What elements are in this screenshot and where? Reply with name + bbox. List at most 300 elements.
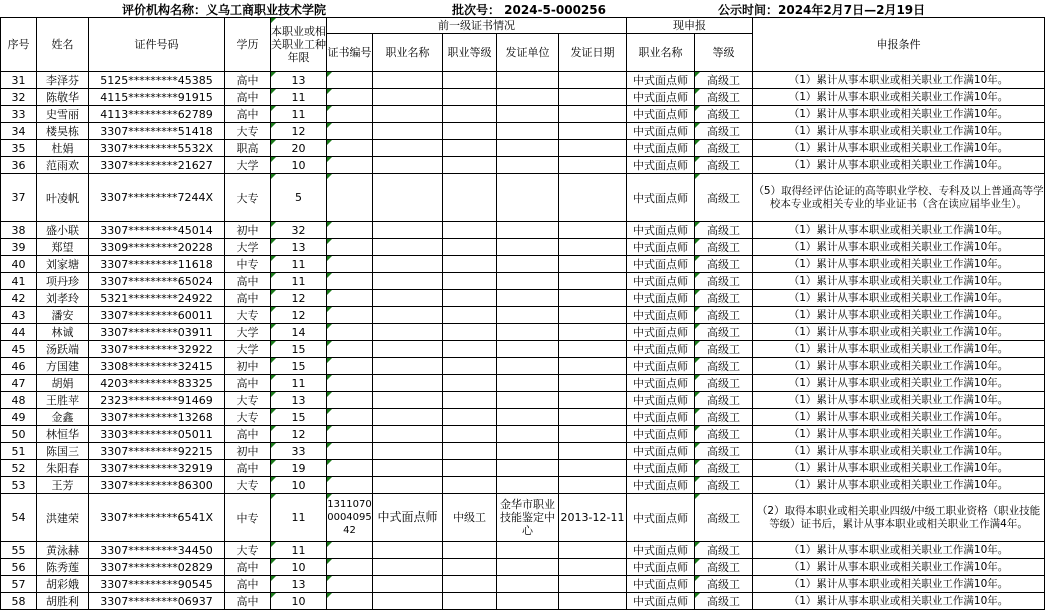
cell-issue-date bbox=[559, 542, 627, 559]
cell-issue-date bbox=[559, 239, 627, 256]
cell-id: 2323*********91469 bbox=[89, 392, 225, 409]
cell-id: 3307*********11618 bbox=[89, 256, 225, 273]
cell-issuer bbox=[497, 358, 559, 375]
cell-level: 高级工 bbox=[695, 239, 753, 256]
cell-cert-no bbox=[327, 443, 373, 460]
cell-name: 范雨欢 bbox=[37, 157, 89, 174]
cell-job: 中式面点师 bbox=[627, 290, 695, 307]
cell-level: 高级工 bbox=[695, 89, 753, 106]
cell-years: 10 bbox=[271, 477, 327, 494]
cell-prev-job bbox=[373, 140, 443, 157]
table-row bbox=[1, 106, 1045, 123]
cell-seq: 32 bbox=[1, 89, 37, 106]
cell-prev-level bbox=[443, 392, 497, 409]
cell-cert-no bbox=[327, 341, 373, 358]
cell-prev-level bbox=[443, 358, 497, 375]
cell-issue-date bbox=[559, 426, 627, 443]
cell-issue-date bbox=[559, 222, 627, 239]
cell-prev-level bbox=[443, 460, 497, 477]
cell-prev-level bbox=[443, 89, 497, 106]
table-row bbox=[1, 392, 1045, 409]
cell-prev-level bbox=[443, 307, 497, 324]
cell-job: 中式面点师 bbox=[627, 392, 695, 409]
cell-edu: 高中 bbox=[225, 576, 271, 593]
cell-job: 中式面点师 bbox=[627, 443, 695, 460]
cell-issuer bbox=[497, 174, 559, 222]
cell-prev-level bbox=[443, 477, 497, 494]
cell-name: 黄泳赫 bbox=[37, 542, 89, 559]
cell-cert-no bbox=[327, 324, 373, 341]
cell-seq: 52 bbox=[1, 460, 37, 477]
applicant-table bbox=[0, 17, 1045, 610]
cell-condition: （1）累计从事本职业或相关职业工作满10年。 bbox=[753, 273, 1045, 290]
cell-name: 胡娟 bbox=[37, 375, 89, 392]
cell-id: 3307*********34450 bbox=[89, 542, 225, 559]
cell-id: 4203*********83325 bbox=[89, 375, 225, 392]
cell-cert-no bbox=[327, 392, 373, 409]
cell-edu: 中专 bbox=[225, 256, 271, 273]
cell-seq: 55 bbox=[1, 542, 37, 559]
cell-name: 史雪丽 bbox=[37, 106, 89, 123]
cell-years: 11 bbox=[271, 273, 327, 290]
cell-level: 高级工 bbox=[695, 593, 753, 610]
cell-edu: 高中 bbox=[225, 106, 271, 123]
cell-years: 15 bbox=[271, 341, 327, 358]
notice-label: 公示时间：2024年2月7日—2月19日 bbox=[718, 3, 926, 17]
cell-edu: 大专 bbox=[225, 409, 271, 426]
cell-issuer bbox=[497, 222, 559, 239]
cell-prev-job bbox=[373, 222, 443, 239]
cell-prev-level bbox=[443, 375, 497, 392]
table-row bbox=[1, 542, 1045, 559]
cell-id: 3307*********51418 bbox=[89, 123, 225, 140]
cell-years: 13 bbox=[271, 392, 327, 409]
cell-issuer bbox=[497, 375, 559, 392]
cell-level: 高级工 bbox=[695, 174, 753, 222]
cell-condition: （1）累计从事本职业或相关职业工作满10年。 bbox=[753, 477, 1045, 494]
cell-issue-date bbox=[559, 157, 627, 174]
cell-condition: （1）累计从事本职业或相关职业工作满10年。 bbox=[753, 542, 1045, 559]
cell-years: 12 bbox=[271, 426, 327, 443]
cell-prev-job bbox=[373, 239, 443, 256]
cell-prev-level bbox=[443, 576, 497, 593]
cell-issue-date bbox=[559, 72, 627, 89]
cell-issuer bbox=[497, 576, 559, 593]
cell-condition: （1）累计从事本职业或相关职业工作满10年。 bbox=[753, 290, 1045, 307]
cell-job: 中式面点师 bbox=[627, 239, 695, 256]
org-label: 评价机构名称：义乌工商职业技术学院 bbox=[122, 3, 327, 17]
cell-edu: 大学 bbox=[225, 324, 271, 341]
cell-cert-no: 1311070000409542 bbox=[327, 494, 373, 542]
table-row bbox=[1, 460, 1045, 477]
table-row bbox=[1, 239, 1045, 256]
cell-prev-job bbox=[373, 542, 443, 559]
cell-cert-no bbox=[327, 460, 373, 477]
cell-id: 3307*********6541X bbox=[89, 494, 225, 542]
cell-prev-job bbox=[373, 174, 443, 222]
cell-prev-level: 中级工 bbox=[443, 494, 497, 542]
cell-name: 项丹珍 bbox=[37, 273, 89, 290]
cell-condition: （1）累计从事本职业或相关职业工作满10年。 bbox=[753, 157, 1045, 174]
cell-issuer bbox=[497, 273, 559, 290]
cell-cert-no bbox=[327, 559, 373, 576]
cell-condition: （1）累计从事本职业或相关职业工作满10年。 bbox=[753, 72, 1045, 89]
cell-job: 中式面点师 bbox=[627, 341, 695, 358]
cell-id: 3307*********13268 bbox=[89, 409, 225, 426]
cell-job: 中式面点师 bbox=[627, 460, 695, 477]
cell-issuer bbox=[497, 542, 559, 559]
cell-name: 林恒华 bbox=[37, 426, 89, 443]
cell-name: 潘安 bbox=[37, 307, 89, 324]
cell-job: 中式面点师 bbox=[627, 559, 695, 576]
table-row bbox=[1, 89, 1045, 106]
cell-job: 中式面点师 bbox=[627, 72, 695, 89]
cell-issue-date bbox=[559, 89, 627, 106]
cell-condition: （1）累计从事本职业或相关职业工作满10年。 bbox=[753, 593, 1045, 610]
cell-years: 10 bbox=[271, 157, 327, 174]
sheet-title-bar bbox=[0, 0, 1047, 17]
cell-id: 4115*********91915 bbox=[89, 89, 225, 106]
cell-prev-job bbox=[373, 290, 443, 307]
cell-job: 中式面点师 bbox=[627, 140, 695, 157]
cell-edu: 大专 bbox=[225, 542, 271, 559]
cell-level: 高级工 bbox=[695, 273, 753, 290]
cell-condition: （1）累计从事本职业或相关职业工作满10年。 bbox=[753, 307, 1045, 324]
cell-cert-no bbox=[327, 273, 373, 290]
cell-edu: 大学 bbox=[225, 239, 271, 256]
col-condition: 申报条件 bbox=[753, 18, 1045, 72]
cell-level: 高级工 bbox=[695, 576, 753, 593]
cell-issue-date bbox=[559, 443, 627, 460]
cell-years: 11 bbox=[271, 256, 327, 273]
cell-issuer bbox=[497, 157, 559, 174]
cell-prev-job bbox=[373, 576, 443, 593]
cell-name: 刘孝玲 bbox=[37, 290, 89, 307]
cell-cert-no bbox=[327, 256, 373, 273]
cell-job: 中式面点师 bbox=[627, 324, 695, 341]
cell-cert-no bbox=[327, 72, 373, 89]
cell-years: 10 bbox=[271, 559, 327, 576]
cell-id: 3307*********86300 bbox=[89, 477, 225, 494]
cell-issue-date bbox=[559, 559, 627, 576]
cell-level: 高级工 bbox=[695, 559, 753, 576]
table-row bbox=[1, 426, 1045, 443]
cell-level: 高级工 bbox=[695, 494, 753, 542]
cell-prev-job bbox=[373, 157, 443, 174]
table-row bbox=[1, 174, 1045, 222]
cell-prev-level bbox=[443, 426, 497, 443]
cell-seq: 46 bbox=[1, 358, 37, 375]
cell-job: 中式面点师 bbox=[627, 123, 695, 140]
cell-id: 3307*********7244X bbox=[89, 174, 225, 222]
cell-prev-job bbox=[373, 341, 443, 358]
cell-years: 11 bbox=[271, 375, 327, 392]
cell-prev-job bbox=[373, 307, 443, 324]
cell-seq: 38 bbox=[1, 222, 37, 239]
cell-years: 13 bbox=[271, 239, 327, 256]
cell-edu: 高中 bbox=[225, 290, 271, 307]
cell-issue-date bbox=[559, 256, 627, 273]
cell-prev-level bbox=[443, 106, 497, 123]
cell-issue-date bbox=[559, 123, 627, 140]
cell-issuer bbox=[497, 106, 559, 123]
cell-condition: （5）取得经评估论证的高等职业学校、专科及以上普通高等学校本专业或相关专业的毕业证书（含在读应届毕业生）。 bbox=[753, 174, 1045, 222]
cell-condition: （1）累计从事本职业或相关职业工作满10年。 bbox=[753, 426, 1045, 443]
cell-job: 中式面点师 bbox=[627, 174, 695, 222]
cell-name: 胡彩娥 bbox=[37, 576, 89, 593]
cell-id: 3307*********21627 bbox=[89, 157, 225, 174]
cell-edu: 大学 bbox=[225, 341, 271, 358]
cell-seq: 37 bbox=[1, 174, 37, 222]
cell-years: 15 bbox=[271, 409, 327, 426]
cell-issue-date bbox=[559, 174, 627, 222]
cell-name: 朱阳春 bbox=[37, 460, 89, 477]
cell-edu: 职高 bbox=[225, 140, 271, 157]
cell-years: 10 bbox=[271, 593, 327, 610]
cell-prev-level bbox=[443, 174, 497, 222]
cell-years: 11 bbox=[271, 89, 327, 106]
cell-id: 3307*********5532X bbox=[89, 140, 225, 157]
col-issuer: 发证单位 bbox=[497, 34, 559, 72]
table-row bbox=[1, 358, 1045, 375]
cell-condition: （1）累计从事本职业或相关职业工作满10年。 bbox=[753, 460, 1045, 477]
cell-level: 高级工 bbox=[695, 222, 753, 239]
cell-condition: （1）累计从事本职业或相关职业工作满10年。 bbox=[753, 409, 1045, 426]
cell-name: 汤跃端 bbox=[37, 341, 89, 358]
cell-condition: （1）累计从事本职业或相关职业工作满10年。 bbox=[753, 375, 1045, 392]
cell-years: 11 bbox=[271, 542, 327, 559]
cell-level: 高级工 bbox=[695, 140, 753, 157]
table-row bbox=[1, 290, 1045, 307]
cell-seq: 34 bbox=[1, 123, 37, 140]
cell-job: 中式面点师 bbox=[627, 222, 695, 239]
table-row bbox=[1, 494, 1045, 542]
cell-job: 中式面点师 bbox=[627, 375, 695, 392]
cell-level: 高级工 bbox=[695, 358, 753, 375]
cell-seq: 36 bbox=[1, 157, 37, 174]
cell-edu: 初中 bbox=[225, 222, 271, 239]
cell-condition: （1）累计从事本职业或相关职业工作满10年。 bbox=[753, 559, 1045, 576]
cell-years: 14 bbox=[271, 324, 327, 341]
cell-job: 中式面点师 bbox=[627, 358, 695, 375]
cell-job: 中式面点师 bbox=[627, 409, 695, 426]
cell-level: 高级工 bbox=[695, 72, 753, 89]
cell-prev-job: 中式面点师 bbox=[373, 494, 443, 542]
table-row bbox=[1, 307, 1045, 324]
cell-issuer bbox=[497, 307, 559, 324]
cell-condition: （1）累计从事本职业或相关职业工作满10年。 bbox=[753, 239, 1045, 256]
table-row bbox=[1, 443, 1045, 460]
cell-edu: 大学 bbox=[225, 157, 271, 174]
cell-seq: 54 bbox=[1, 494, 37, 542]
cell-issue-date bbox=[559, 576, 627, 593]
cell-years: 13 bbox=[271, 576, 327, 593]
cell-prev-level bbox=[443, 290, 497, 307]
cell-level: 高级工 bbox=[695, 307, 753, 324]
cell-name: 王胜苹 bbox=[37, 392, 89, 409]
cell-job: 中式面点师 bbox=[627, 256, 695, 273]
cell-edu: 高中 bbox=[225, 593, 271, 610]
cell-years: 13 bbox=[271, 72, 327, 89]
cell-id: 3307*********65024 bbox=[89, 273, 225, 290]
cell-name: 盛小联 bbox=[37, 222, 89, 239]
cell-job: 中式面点师 bbox=[627, 106, 695, 123]
cell-id: 3307*********32919 bbox=[89, 460, 225, 477]
cell-edu: 初中 bbox=[225, 443, 271, 460]
cell-name: 郑望 bbox=[37, 239, 89, 256]
cell-job: 中式面点师 bbox=[627, 576, 695, 593]
cell-issue-date bbox=[559, 307, 627, 324]
col-name: 姓名 bbox=[37, 18, 89, 72]
cell-name: 叶凌帆 bbox=[37, 174, 89, 222]
cell-issue-date bbox=[559, 341, 627, 358]
cell-issuer bbox=[497, 256, 559, 273]
cell-issuer bbox=[497, 341, 559, 358]
cell-issue-date bbox=[559, 290, 627, 307]
cell-id: 3307*********03911 bbox=[89, 324, 225, 341]
cell-seq: 47 bbox=[1, 375, 37, 392]
cell-edu: 中专 bbox=[225, 494, 271, 542]
cell-prev-job bbox=[373, 256, 443, 273]
cell-years: 33 bbox=[271, 443, 327, 460]
cell-edu: 高中 bbox=[225, 559, 271, 576]
cell-prev-job bbox=[373, 477, 443, 494]
col-id: 证件号码 bbox=[89, 18, 225, 72]
cell-level: 高级工 bbox=[695, 123, 753, 140]
cell-level: 高级工 bbox=[695, 460, 753, 477]
cell-issue-date bbox=[559, 324, 627, 341]
cell-issue-date bbox=[559, 140, 627, 157]
cell-id: 5125*********45385 bbox=[89, 72, 225, 89]
cell-level: 高级工 bbox=[695, 443, 753, 460]
cell-edu: 高中 bbox=[225, 89, 271, 106]
cell-id: 3307*********45014 bbox=[89, 222, 225, 239]
cell-years: 5 bbox=[271, 174, 327, 222]
table-row bbox=[1, 375, 1045, 392]
cell-seq: 48 bbox=[1, 392, 37, 409]
cell-prev-level bbox=[443, 72, 497, 89]
col-years: 本职业或相关职业工种年限 bbox=[271, 18, 327, 72]
cell-level: 高级工 bbox=[695, 290, 753, 307]
cell-seq: 45 bbox=[1, 341, 37, 358]
cell-seq: 49 bbox=[1, 409, 37, 426]
cell-cert-no bbox=[327, 477, 373, 494]
table-row bbox=[1, 72, 1045, 89]
cell-level: 高级工 bbox=[695, 341, 753, 358]
cell-condition: （1）累计从事本职业或相关职业工作满10年。 bbox=[753, 89, 1045, 106]
table-row bbox=[1, 324, 1045, 341]
table-row bbox=[1, 157, 1045, 174]
cell-prev-level bbox=[443, 256, 497, 273]
cell-id: 3307*********32922 bbox=[89, 341, 225, 358]
cell-seq: 50 bbox=[1, 426, 37, 443]
cell-prev-job bbox=[373, 324, 443, 341]
cell-issuer bbox=[497, 460, 559, 477]
cell-cert-no bbox=[327, 106, 373, 123]
col-edu: 学历 bbox=[225, 18, 271, 72]
cell-condition: （1）累计从事本职业或相关职业工作满10年。 bbox=[753, 140, 1045, 157]
cell-prev-level bbox=[443, 157, 497, 174]
cell-cert-no bbox=[327, 307, 373, 324]
table-row bbox=[1, 477, 1045, 494]
cell-prev-job bbox=[373, 273, 443, 290]
cell-name: 胡胜利 bbox=[37, 593, 89, 610]
cell-condition: （1）累计从事本职业或相关职业工作满10年。 bbox=[753, 123, 1045, 140]
cell-issuer bbox=[497, 477, 559, 494]
cell-id: 3308*********32415 bbox=[89, 358, 225, 375]
cell-years: 11 bbox=[271, 106, 327, 123]
cell-prev-level bbox=[443, 324, 497, 341]
table-row bbox=[1, 576, 1045, 593]
cell-job: 中式面点师 bbox=[627, 426, 695, 443]
cell-name: 李泽芬 bbox=[37, 72, 89, 89]
cell-prev-level bbox=[443, 341, 497, 358]
cell-condition: （1）累计从事本职业或相关职业工作满10年。 bbox=[753, 106, 1045, 123]
col-prev-level: 职业等级 bbox=[443, 34, 497, 72]
cell-prev-level bbox=[443, 123, 497, 140]
table-row bbox=[1, 140, 1045, 157]
cell-cert-no bbox=[327, 576, 373, 593]
cell-id: 3303*********05011 bbox=[89, 426, 225, 443]
cell-issuer bbox=[497, 140, 559, 157]
cell-prev-level bbox=[443, 409, 497, 426]
cell-cert-no bbox=[327, 222, 373, 239]
cell-condition: （1）累计从事本职业或相关职业工作满10年。 bbox=[753, 341, 1045, 358]
table-row bbox=[1, 123, 1045, 140]
cell-seq: 41 bbox=[1, 273, 37, 290]
cell-years: 12 bbox=[271, 307, 327, 324]
cell-years: 32 bbox=[271, 222, 327, 239]
cell-condition: （1）累计从事本职业或相关职业工作满10年。 bbox=[753, 443, 1045, 460]
cell-job: 中式面点师 bbox=[627, 477, 695, 494]
table-row bbox=[1, 273, 1045, 290]
cell-seq: 56 bbox=[1, 559, 37, 576]
cell-seq: 39 bbox=[1, 239, 37, 256]
cell-level: 高级工 bbox=[695, 426, 753, 443]
cell-level: 高级工 bbox=[695, 256, 753, 273]
cell-issuer bbox=[497, 72, 559, 89]
table-row bbox=[1, 559, 1045, 576]
cell-level: 高级工 bbox=[695, 324, 753, 341]
cell-name: 陈敬华 bbox=[37, 89, 89, 106]
cell-prev-level bbox=[443, 443, 497, 460]
cell-issuer bbox=[497, 324, 559, 341]
cell-seq: 31 bbox=[1, 72, 37, 89]
cell-condition: （1）累计从事本职业或相关职业工作满10年。 bbox=[753, 392, 1045, 409]
cell-id: 3307*********60011 bbox=[89, 307, 225, 324]
col-curr-level: 等级 bbox=[695, 34, 753, 72]
cell-prev-job bbox=[373, 443, 443, 460]
table-row bbox=[1, 222, 1045, 239]
cell-cert-no bbox=[327, 358, 373, 375]
cell-prev-level bbox=[443, 273, 497, 290]
col-prev-group: 前一级证书情况 bbox=[327, 18, 627, 34]
cell-name: 王芳 bbox=[37, 477, 89, 494]
batch-label: 批次号： 2024-5-000256 bbox=[452, 3, 606, 17]
cell-name: 方国建 bbox=[37, 358, 89, 375]
col-curr-group: 现申报 bbox=[627, 18, 753, 34]
cell-condition: （1）累计从事本职业或相关职业工作满10年。 bbox=[753, 358, 1045, 375]
cell-issuer bbox=[497, 89, 559, 106]
cell-id: 5321*********24922 bbox=[89, 290, 225, 307]
cell-cert-no bbox=[327, 89, 373, 106]
cell-condition: （2）取得本职业或相关职业四级/中级工职业资格（职业技能等级）证书后，累计从事本职业或相关职业工作满4年。 bbox=[753, 494, 1045, 542]
cell-level: 高级工 bbox=[695, 477, 753, 494]
cell-issuer bbox=[497, 290, 559, 307]
cell-id: 3307*********06937 bbox=[89, 593, 225, 610]
cell-prev-job bbox=[373, 392, 443, 409]
cell-cert-no bbox=[327, 542, 373, 559]
